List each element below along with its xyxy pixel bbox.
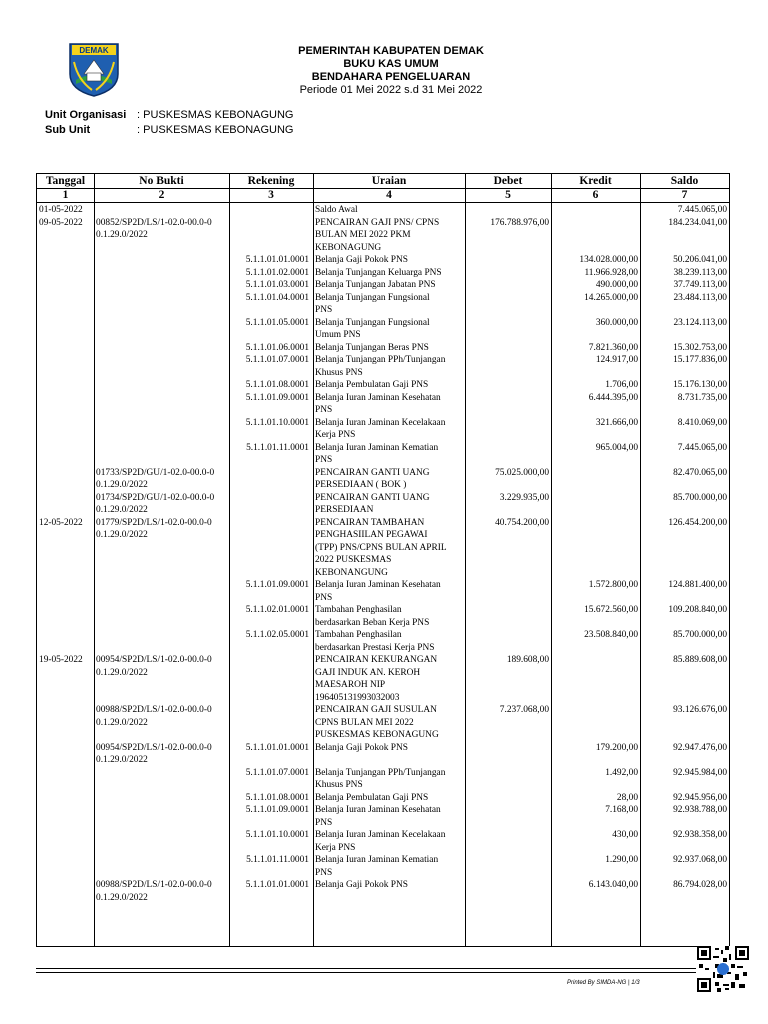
cell-kredit: 1.290,00: [605, 855, 638, 865]
cell-rekening: 5.1.1.01.10.0001: [245, 830, 309, 840]
cell-saldo: 8.410.069,00: [677, 417, 727, 428]
cell-saldo: 50.206.041,00: [673, 255, 727, 265]
government-title: PEMERINTAH KABUPATEN DEMAK: [298, 45, 484, 57]
cell-tanggal: 12-05-2022: [39, 517, 83, 528]
table-row: [37, 379, 729, 392]
ledger-table: [36, 173, 730, 947]
cell-uraian: Belanja Gaji Pokok PNS: [315, 880, 408, 890]
table-body: [37, 204, 729, 904]
table-row: [37, 792, 729, 805]
qr-code-icon: [697, 946, 749, 992]
table-row: [37, 804, 729, 829]
cell-kredit: 14.265.000,00: [584, 292, 638, 303]
book-title: BUKU KAS UMUM: [343, 58, 439, 70]
header-uraian: Uraian: [371, 175, 407, 187]
cell-no-bukti: 01734/SP2D/GU/1-02.0-00.0-0 0.1.29.0/2022: [96, 492, 215, 515]
cell-rekening: 5.1.1.01.07.0001: [245, 355, 309, 365]
cell-kredit: 6.444.395,00: [588, 392, 638, 403]
cell-uraian: Belanja Tunjangan Fungsional PNS: [315, 292, 430, 315]
table-row: [37, 267, 729, 280]
period-text: Periode 01 Mei 2022 s.d 31 Mei 2022: [299, 84, 483, 96]
cell-rekening: 5.1.1.01.03.0001: [245, 280, 309, 290]
cell-debet: 40.754.200,00: [495, 517, 549, 528]
sub-unit-value: : PUSKESMAS KEBONAGUNG: [137, 124, 294, 136]
logo-text: DEMAK: [79, 46, 109, 55]
cell-saldo: 126.454.200,00: [668, 517, 727, 528]
cell-kredit: 124.917,00: [595, 355, 638, 365]
cell-saldo: 184.234.041,00: [668, 217, 727, 228]
cell-saldo: 8.731.735,00: [677, 392, 727, 403]
cell-saldo: 93.126.676,00: [673, 705, 727, 715]
col-number-5: 5: [505, 189, 511, 201]
cell-uraian: Belanja Iuran Jaminan Kematian PNS: [315, 855, 439, 878]
cell-rekening: 5.1.1.02.01.0001: [245, 605, 309, 615]
cell-uraian: Belanja Tunjangan PPh/Tunjangan Khusus PNS: [315, 767, 446, 790]
unit-label: Unit Organisasi: [45, 109, 127, 121]
header-no-bukti: No Bukti: [139, 175, 184, 187]
cell-uraian: Belanja Iuran Jaminan Kecelakaan Kerja PNS: [315, 417, 446, 440]
cell-no-bukti: 00954/SP2D/LS/1-02.0-00.0-0 0.1.29.0/2022: [96, 742, 212, 765]
table-row: [37, 492, 729, 517]
table-row: [37, 654, 729, 704]
col-number-7: 7: [681, 189, 688, 201]
cell-no-bukti: 01733/SP2D/GU/1-02.0-00.0-0 0.1.29.0/2022: [96, 467, 215, 490]
cell-saldo: 92.937.068,00: [673, 855, 727, 865]
table-number-row: [37, 188, 729, 203]
cell-kredit: 179.200,00: [595, 742, 638, 753]
table-header-row: [37, 174, 729, 189]
cell-saldo: 92.945.984,00: [673, 767, 727, 778]
cell-kredit: 6.143.040,00: [588, 880, 638, 890]
col-number-1: 1: [62, 189, 69, 201]
cell-uraian: Belanja Tunjangan Fungsional Umum PNS: [315, 317, 430, 340]
cell-saldo: 85.700.000,00: [673, 630, 727, 640]
table-row: [37, 217, 729, 255]
cell-rekening: 5.1.1.01.05.0001: [245, 317, 309, 328]
cell-saldo: 37.749.113,00: [673, 280, 727, 290]
cell-kredit: 1.492,00: [605, 767, 638, 778]
cell-kredit: 15.672.560,00: [584, 605, 638, 615]
table-row: [37, 604, 729, 629]
cell-kredit: 7.821.360,00: [588, 342, 638, 353]
table-row: [37, 742, 729, 767]
cell-saldo: 92.938.788,00: [673, 805, 727, 815]
cell-saldo: 124.881.400,00: [668, 580, 727, 590]
table-row: [37, 704, 729, 742]
cell-uraian: PENCAIRAN GAJI PNS/ CPNS BULAN MEI 2022 PKM KEBONAGUNG: [315, 217, 440, 253]
cell-kredit: 1.572.800,00: [588, 580, 638, 590]
cell-saldo: 7.445.065,00: [677, 442, 727, 453]
cell-uraian: Belanja Iuran Jaminan Kesehatan PNS: [315, 805, 441, 828]
cell-saldo: 7.445.065,00: [677, 205, 727, 215]
header-kredit: Kredit: [579, 175, 612, 187]
cell-debet: 176.788.976,00: [490, 217, 549, 228]
table-row: [37, 417, 729, 442]
cell-uraian: Belanja Pembulatan Gaji PNS: [315, 792, 429, 803]
table-row: [37, 767, 729, 792]
cell-kredit: 11.966.928,00: [584, 267, 638, 278]
cell-uraian: Belanja Tunjangan Keluarga PNS: [315, 267, 442, 278]
cell-kredit: 28,00: [616, 792, 638, 803]
cell-saldo: 92.947.476,00: [673, 742, 727, 753]
header-tanggal: Tanggal: [45, 175, 86, 187]
cell-rekening: 5.1.1.01.01.0001: [245, 880, 309, 890]
printed-by-text: Printed By SIMDA-NG | 1/3: [567, 980, 640, 986]
col-number-4: 4: [386, 189, 392, 201]
table-row: [37, 579, 729, 604]
cell-kredit: 965.004,00: [595, 442, 638, 453]
cell-uraian: Tambahan Penghasilan berdasarkan Prestasi Kerja PNS: [315, 630, 435, 653]
cell-uraian: Belanja Iuran Jaminan Kematian PNS: [315, 442, 439, 465]
cell-rekening: 5.1.1.01.09.0001: [245, 805, 309, 815]
document-header: [200, 45, 582, 97]
table-row: [37, 279, 729, 292]
cell-uraian: Belanja Iuran Jaminan Kesehatan PNS: [315, 392, 441, 415]
cell-tanggal: 01-05-2022: [39, 205, 83, 215]
table-row: [37, 517, 729, 580]
cell-uraian: PENCAIRAN TAMBAHAN PENGHASIILAN PEGAWAI (TPP) PNS/CPNS BULAN APRIL 2022 PUSKESMAS KEBONANGUNG: [315, 517, 447, 578]
cell-saldo: 92.945.956,00: [673, 792, 727, 803]
cell-kredit: 321.666,00: [595, 417, 638, 428]
cell-debet: 3.229.935,00: [499, 492, 549, 503]
table-row: [37, 354, 729, 379]
cell-kredit: 1.706,00: [605, 380, 638, 390]
cell-uraian: Belanja Gaji Pokok PNS: [315, 742, 408, 753]
col-number-6: 6: [592, 189, 599, 201]
cell-saldo: 92.938.358,00: [673, 830, 727, 840]
cell-debet: 7.237.068,00: [499, 705, 549, 715]
treasurer-title: BENDAHARA PENGELUARAN: [311, 71, 471, 83]
table-row: [37, 442, 729, 467]
cell-rekening: 5.1.1.01.02.0001: [245, 267, 309, 278]
cell-rekening: 5.1.1.01.06.0001: [245, 342, 309, 353]
sub-unit-label: Sub Unit: [45, 124, 91, 136]
cell-saldo: 23.484.113,00: [673, 292, 727, 303]
cell-uraian: Belanja Iuran Jaminan Kecelakaan Kerja PNS: [315, 830, 446, 853]
cell-saldo: 85.700.000,00: [673, 492, 727, 503]
cell-uraian: Belanja Tunjangan Jabatan PNS: [315, 280, 436, 290]
table-row: [37, 317, 729, 342]
cell-uraian: PENCAIRAN GANTI UANG PERSEDIAAN: [315, 492, 430, 515]
cell-saldo: 23.124.113,00: [673, 317, 727, 328]
cell-no-bukti: 01779/SP2D/LS/1-02.0-00.0-0 0.1.29.0/2022: [96, 517, 212, 540]
cell-kredit: 490.000,00: [595, 280, 638, 290]
cell-saldo: 86.794.028,00: [673, 880, 727, 890]
cell-rekening: 5.1.1.01.01.0001: [245, 742, 309, 753]
table-row: [37, 342, 729, 355]
table-row: [37, 829, 729, 854]
cell-uraian: Belanja Pembulatan Gaji PNS: [315, 380, 429, 390]
cell-rekening: 5.1.1.01.11.0001: [246, 442, 309, 453]
cell-uraian: Saldo Awal: [315, 205, 358, 215]
header-rekening: Rekening: [247, 175, 295, 187]
cell-saldo: 38.239.113,00: [673, 267, 727, 278]
table-row: [37, 879, 729, 904]
cell-rekening: 5.1.1.01.09.0001: [245, 392, 309, 403]
cell-kredit: 7.168,00: [605, 805, 638, 815]
cell-saldo: 15.177.836,00: [673, 355, 727, 365]
cell-kredit: 360.000,00: [595, 317, 638, 328]
cell-tanggal: 09-05-2022: [39, 217, 83, 228]
cell-uraian: Tambahan Penghasilan berdasarkan Beban Kerja PNS: [315, 605, 430, 628]
table-row: [37, 292, 729, 317]
unit-value: : PUSKESMAS KEBONAGUNG: [137, 109, 294, 121]
cell-tanggal: 19-05-2022: [39, 655, 83, 665]
table-row: [37, 392, 729, 417]
cell-uraian: Belanja Tunjangan Beras PNS: [315, 342, 429, 353]
cell-rekening: 5.1.1.01.08.0001: [245, 792, 309, 803]
cell-uraian: Belanja Tunjangan PPh/Tunjangan Khusus PNS: [315, 355, 446, 378]
cell-rekening: 5.1.1.01.10.0001: [245, 417, 309, 428]
cell-rekening: 5.1.1.01.07.0001: [245, 767, 309, 778]
table-row: [37, 254, 729, 267]
cell-saldo: 15.302.753,00: [673, 342, 727, 353]
header-debet: Debet: [493, 175, 523, 187]
cell-kredit: 430,00: [612, 830, 638, 840]
cell-saldo: 109.208.840,00: [668, 605, 727, 615]
cell-uraian: PENCAIRAN GAJI SUSULAN CPNS BULAN MEI 2022 PUSKESMAS KEBONAGUNG: [315, 705, 439, 740]
cell-no-bukti: 00988/SP2D/LS/1-02.0-00.0-0 0.1.29.0/2022: [96, 880, 212, 903]
table-row: [37, 204, 729, 217]
col-number-2: 2: [158, 189, 165, 201]
cell-rekening: 5.1.1.01.11.0001: [246, 855, 309, 865]
cell-kredit: 134.028.000,00: [579, 255, 638, 265]
cell-uraian: PENCAIRAN GANTI UANG PERSEDIAAN ( BOK ): [315, 467, 430, 490]
cell-rekening: 5.1.1.01.01.0001: [245, 255, 309, 265]
table-row: [37, 854, 729, 879]
cell-debet: 75.025.000,00: [495, 467, 549, 478]
cell-rekening: 5.1.1.01.04.0001: [245, 292, 309, 303]
table-row: [37, 629, 729, 654]
cell-uraian: Belanja Iuran Jaminan Kesehatan PNS: [315, 580, 441, 603]
header-saldo: Saldo: [670, 175, 699, 187]
cell-rekening: 5.1.1.02.05.0001: [245, 630, 309, 640]
cell-saldo: 15.176.130,00: [673, 380, 727, 390]
cell-no-bukti: 00988/SP2D/LS/1-02.0-00.0-0 0.1.29.0/2022: [96, 705, 212, 728]
cell-saldo: 82.470.065,00: [673, 467, 727, 478]
footer-rule: [36, 968, 696, 976]
cell-no-bukti: 00852/SP2D/LS/1-02.0-00.0-0 0.1.29.0/2022: [96, 217, 212, 240]
col-number-3: 3: [268, 189, 274, 201]
cell-no-bukti: 00954/SP2D/LS/1-02.0-00.0-0 0.1.29.0/2022: [96, 655, 212, 678]
cell-saldo: 85.889.608,00: [673, 655, 727, 665]
cell-debet: 189.608,00: [506, 655, 549, 665]
regency-logo: [66, 40, 122, 98]
cell-uraian: Belanja Gaji Pokok PNS: [315, 255, 408, 265]
unit-info: [45, 108, 293, 138]
cell-uraian: PENCAIRAN KEKURANGAN GAJI INDUK AN. KEROH MAESAROH NIP 196405131993032003: [315, 655, 438, 703]
cell-kredit: 23.508.840,00: [584, 630, 638, 640]
cell-rekening: 5.1.1.01.09.0001: [245, 580, 309, 590]
cell-rekening: 5.1.1.01.08.0001: [245, 380, 309, 390]
table-row: [37, 467, 729, 492]
